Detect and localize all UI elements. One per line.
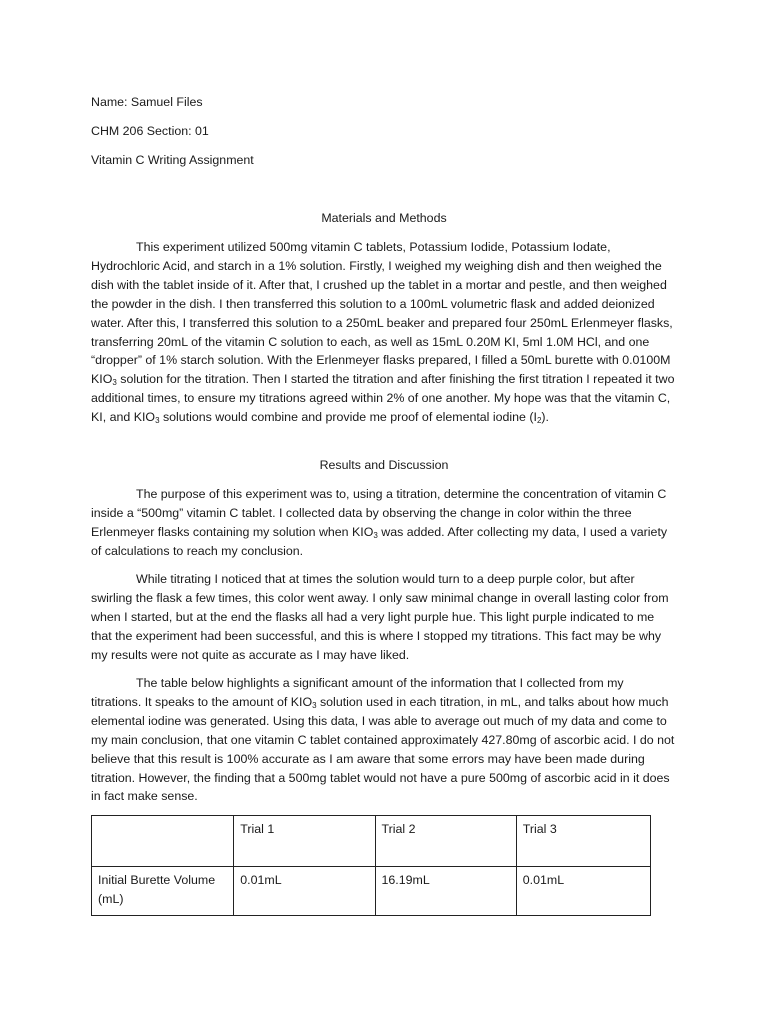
materials-methods-paragraph: This experiment utilized 500mg vitamin C tablets, Potassium Iodide, Potassium Iodate, Hydrochloric Acid, and starch in a 1% solution. Firstly, I weighed my weighing dish and then weighed the dish with the tablet inside of it. After that, I crushed up the tablet in a mortar and pestle, and then weighed the powder in the dish. I then transferred this solution to a 100mL volumetric flask and added deionized water. After this, I transferred this solution to a 250mL beaker and prepared four 250mL Erlenmeyer flasks, transferring 20mL of the vitamin C solution to each, as well as 15mL 0.20M KI, 5ml 1.0M HCl, and one “dropper” of 1% starch solution. With the Erlenmeyer flasks prepared, I filled a 50mL burette with 0.0100M $KIO_3$ solution for the titration. Then I started the titration and after finishing the first titration I repeated it two additional times, to ensure my titrations agreed within 2% of one another. My hope was that the vitamin C, KI, and $KIO_3$ solutions would combine and provide me proof of elemental iodine $(I_2)$. [91,240,675,426]
table-header-cell [92,816,234,867]
results-discussion-heading: Results and Discussion [319,458,449,472]
table-header-cell: Trial 1 [234,816,375,867]
student-name: Name: Samuel Files [91,95,203,109]
titration-table [91,815,651,916]
table-header-cell: Trial 2 [375,816,516,867]
table-header-row [92,816,651,867]
table-cell: 0.01mL [516,867,650,916]
table-row [92,867,651,916]
results-paragraph-2: While titrating I noticed that at times the solution would turn to a deep purple color, but after swirling the flask a few times, this color went away. I only saw minimal change in overall lasting color from when I started, but at the end the flasks all had a very light purple hue. This light purple indicated to me that the experiment had been successful, and this is where I stopped my titrations. This fact may be why my results were not quite as accurate as I may have liked. [91,572,669,662]
materials-methods-heading: Materials and Methods [321,211,447,225]
results-paragraph-1: The purpose of this experiment was to, using a titration, determine the concentration of vitamin C inside a “500mg” vitamin C tablet. I collected data by observing the change in color within the three Erlenmeyer flasks containing my solution when $KIO_3$ was added. After collecting my data, I used a variety of calculations to reach my conclusion. [91,487,668,558]
table-cell: Initial Burette Volume (mL) [92,867,234,916]
table-header-cell: Trial 3 [516,816,650,867]
assignment-title: Vitamin C Writing Assignment [91,153,254,167]
table-cell: 0.01mL [234,867,375,916]
results-paragraph-3: The table below highlights a significant amount of the information that I collected from my titrations. It speaks to the amount of $KIO_3$ solution used in each titration, in mL, and talks about how much elemental iodine was generated. Using this data, I was able to average out much of my data and come to my main conclusion, that one vitamin C tablet contained approximately 427.80mg of ascorbic acid. I do not believe that this result is 100% accurate as I am aware that some errors may have been made during titration. However, the finding that a 500mg tablet would not have a pure 500mg of ascorbic acid in it does in fact make sense. [91,676,675,804]
course-section: CHM 206 Section: 01 [91,124,209,138]
table-cell: 16.19mL [375,867,516,916]
